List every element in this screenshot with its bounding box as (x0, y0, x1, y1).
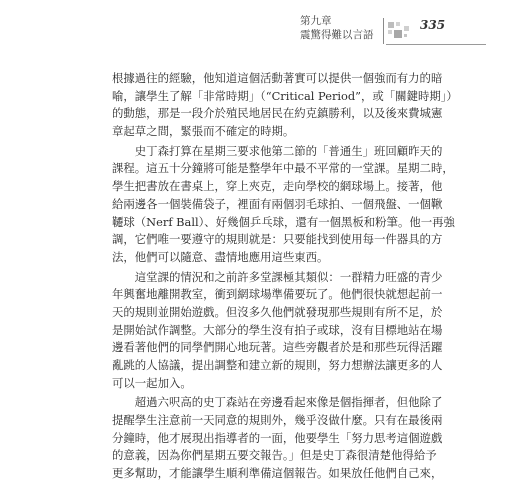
text-line: 的動態，那是一段介於殖民地居民在約克鎮勝利，以及後來費城憲 (112, 106, 443, 121)
text-line: 更多幫助，才能讓學生順利準備這個報告。如果放任他們自己來， (112, 466, 443, 481)
text-line: 可以一起加入。 (112, 375, 192, 390)
paragraph (112, 143, 455, 267)
text-line: 這堂課的情況和之前許多堂課極其類似：一群精力旺盛的青少 (112, 269, 443, 284)
text-line: 章起草之間，緊張而不確定的時期。 (112, 124, 295, 139)
chapter-heading (300, 14, 374, 42)
running-header (300, 14, 500, 54)
text-line: 給兩邊各一個裝備袋子，裡面有兩個羽毛球拍、一個飛盤、一個鞦 (112, 196, 443, 211)
header-rule (386, 44, 486, 45)
text-line: 學生把書放在書桌上，穿上夾克，走向學校的網球場上。接著，他 (112, 179, 443, 194)
text-line: 分鐘時，他才展現出指導者的一面，他要學生「努力思考這個遊戲 (112, 430, 443, 445)
text-line: 的意義，因為你們星期五要交報告。」但是史丁森很清楚他得給予 (112, 448, 437, 463)
text-line: 年興奮地離開教室，衝到網球場準備要玩了。他們很快就想起前一 (112, 287, 443, 302)
text-line: 法，他們可以隨意、盡情地應用這些東西。 (112, 249, 329, 264)
paragraph (112, 394, 443, 482)
text-line: 邊看著他們的同學們開心地玩著。這些旁觀者於是和那些玩得活躍 (112, 340, 443, 355)
paragraph (112, 70, 458, 141)
body-text (112, 70, 458, 483)
chapter-label: 第九章 (300, 15, 332, 27)
paragraph (112, 269, 443, 393)
text-line: 超過六呎高的史丁森站在旁邊看起來像是個指揮者，但他除了 (112, 395, 443, 410)
text-line: 根據過往的經驗，他知道這個活動著實可以提供一個強而有力的暗 (112, 71, 443, 85)
chapter-title: 震驚得難以言語 (300, 29, 374, 41)
text-line: 喻，讓學生了解「非常時期」（“Critical Period”，或「關鍵時期」） (112, 88, 458, 103)
text-line: 提醒學生注意前一天同意的規則外，幾乎沒做什麼。只有在最後兩 (112, 413, 443, 428)
text-line: 調，它們唯一要遵守的規則就是：只要能找到使用每一件器具的方 (112, 232, 443, 247)
text-line: 亂跳的人協議，提出調整和建立新的規則，努力想辦法讓更多的人 (112, 358, 443, 372)
page-number: 335 (420, 18, 446, 32)
text-line: 史丁森打算在星期三要求他第二節的「普通生」班回顧昨天的 (112, 143, 443, 158)
header-divider (383, 18, 384, 44)
text-line: 天的規則並開始遊戲。但沒多久他們就發現那些規則有所不足，於 (112, 304, 443, 319)
text-line: 是開始試作調整。大部分的學生沒有拍子或球，沒有目標地站在場 (112, 322, 443, 337)
text-line: 韆球（Nerf Ball）、好幾個乒乓球，還有一個黑板和粉筆。他一再強 (112, 214, 455, 229)
header-ornament (386, 20, 418, 42)
text-line: 課程。這五十分鐘將可能是整學年中最不平常的一堂課。星期二時， (112, 161, 454, 176)
